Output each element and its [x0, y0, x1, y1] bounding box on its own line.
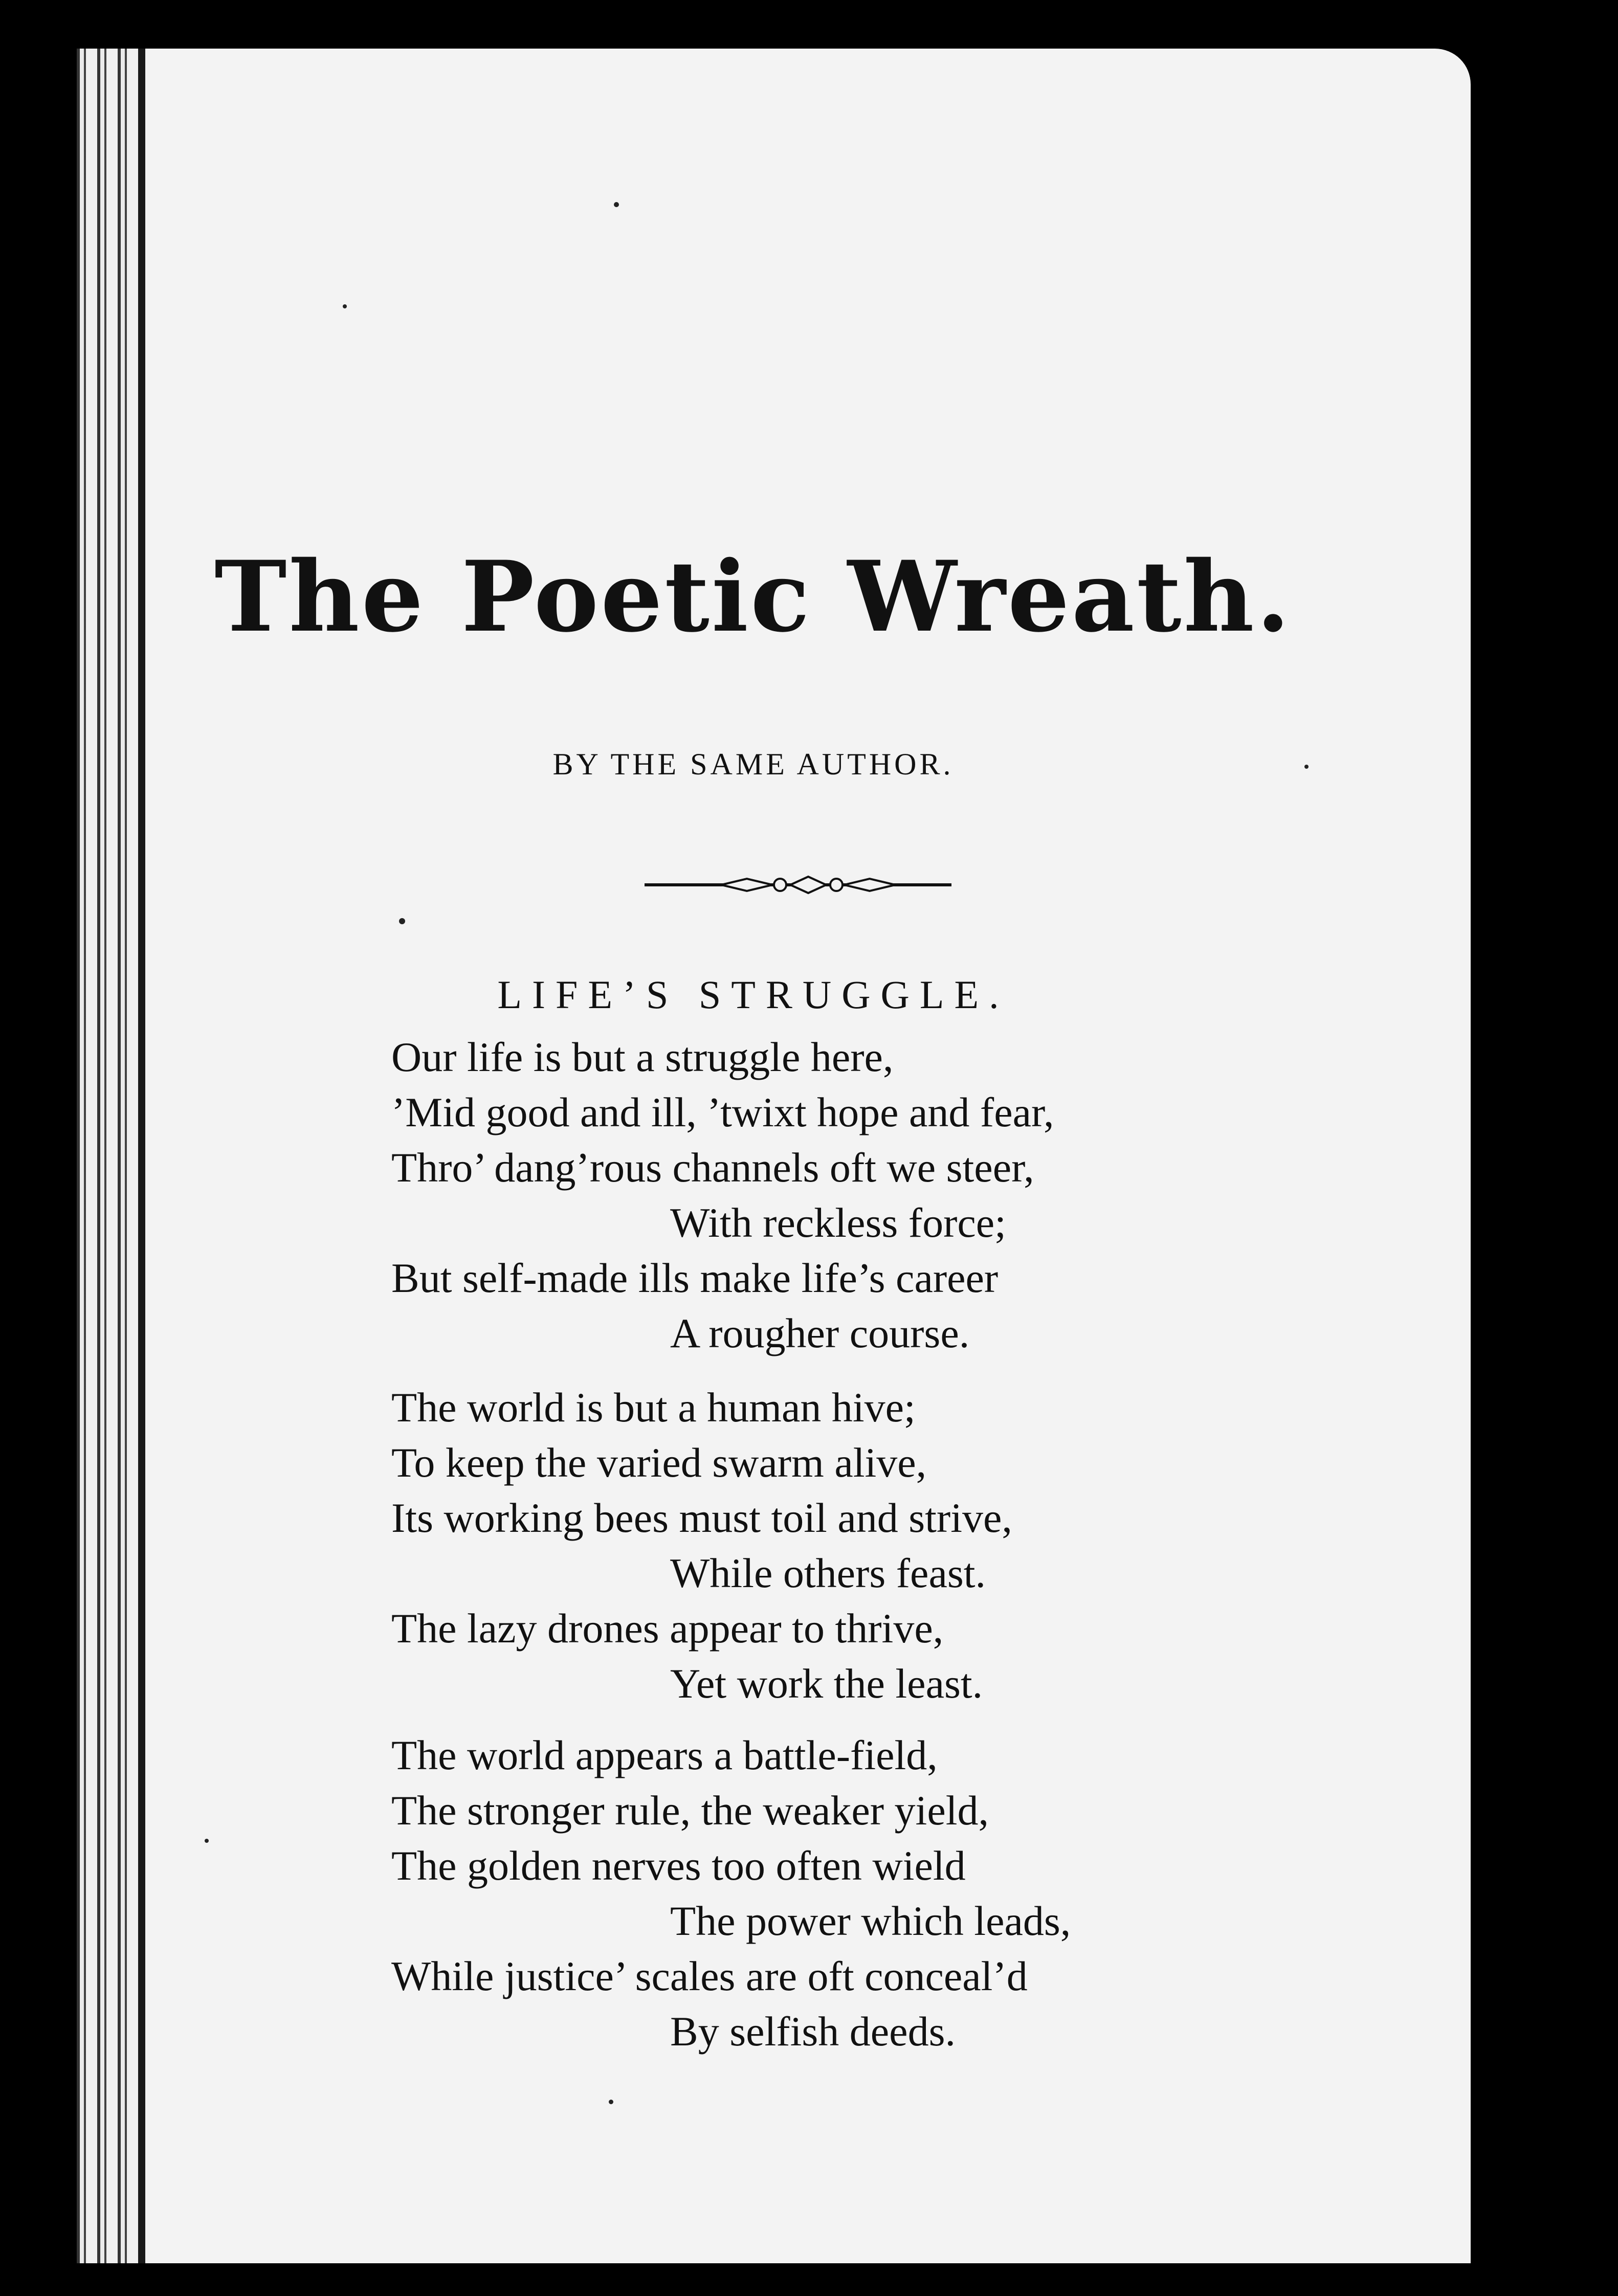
- binding-edge: [138, 49, 145, 2263]
- poem-line: The world appears a battle-field,: [391, 1732, 938, 1778]
- poem-line: The world is but a human hive;: [391, 1384, 916, 1431]
- stanza-2: [391, 1380, 1363, 1711]
- poem-line: ’Mid good and ill, ’twixt hope and fear,: [391, 1089, 1054, 1135]
- poem-line: Our life is but a struggle here,: [391, 1034, 894, 1080]
- poem-line: While others feast.: [670, 1550, 986, 1596]
- ink-speck: [614, 202, 619, 207]
- poem-line: By selfish deeds.: [670, 2008, 956, 2055]
- poem-line: The power which leads,: [670, 1898, 1071, 1944]
- poem-title: LIFE’S STRUGGLE.: [497, 972, 1009, 1017]
- poem-line: The golden nerves too often wield: [391, 1842, 966, 1889]
- poem-line: A rougher course.: [670, 1310, 970, 1356]
- poem-line: The stronger rule, the weaker yield,: [391, 1787, 989, 1834]
- page-binding: [77, 49, 138, 2263]
- book-page: [77, 49, 1471, 2263]
- poem-line: Its working bees must toil and strive,: [391, 1495, 1012, 1541]
- stanza-3: [391, 1728, 1363, 2059]
- poem-line: While justice’ scales are oft conceal’d: [391, 1953, 1028, 1999]
- poem-line: The lazy drones appear to thrive,: [391, 1605, 944, 1652]
- ornament-divider: [645, 870, 951, 900]
- poem-line: With reckless force;: [670, 1199, 1006, 1246]
- book-title: The Poetic Wreath.: [214, 540, 1292, 654]
- ink-speck: [343, 304, 347, 308]
- poem-line: Thro’ dang’rous channels oft we steer,: [391, 1144, 1034, 1191]
- poem-line: To keep the varied swarm alive,: [391, 1439, 927, 1486]
- ink-speck: [205, 1839, 209, 1843]
- poem-line: But self-made ills make life’s career: [391, 1255, 999, 1301]
- poem-line: Yet work the least.: [670, 1660, 983, 1707]
- ink-speck: [1304, 765, 1309, 769]
- stanza-1: [391, 1030, 1363, 1361]
- ink-speck: [399, 918, 405, 924]
- byline: BY THE SAME AUTHOR.: [552, 747, 954, 781]
- ink-speck: [609, 2100, 613, 2104]
